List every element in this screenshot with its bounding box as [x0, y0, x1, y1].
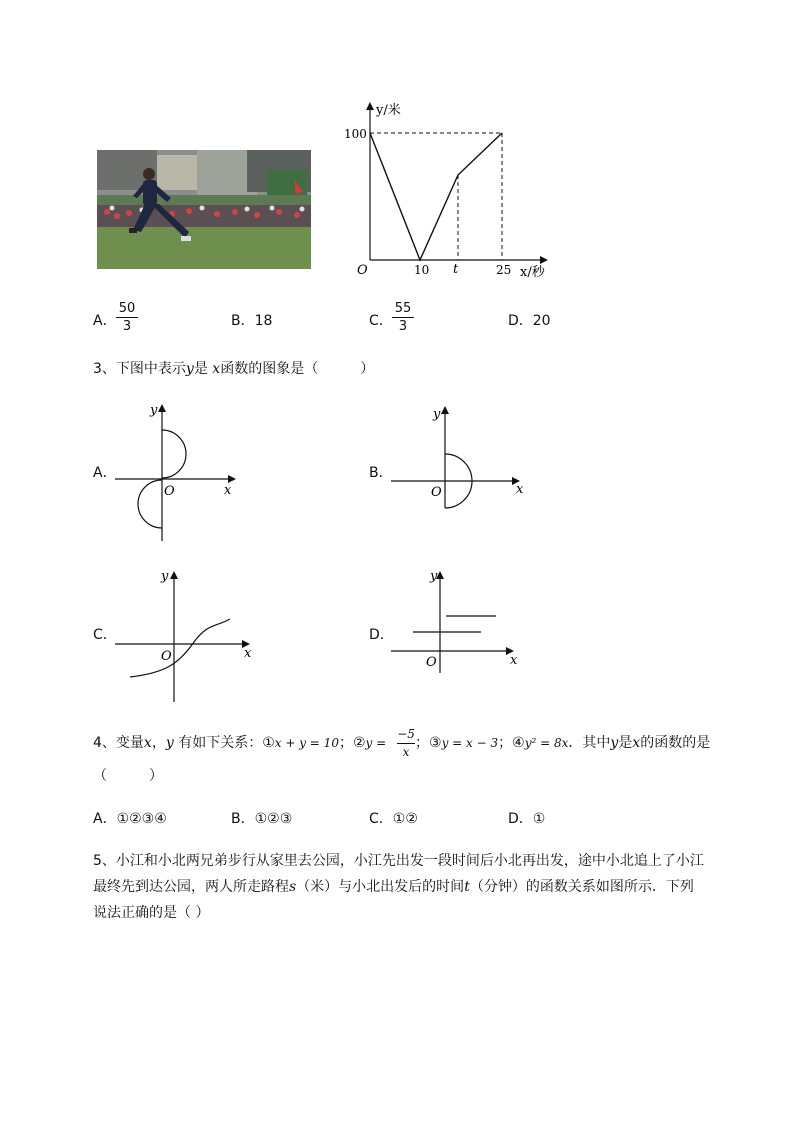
y-axis-arrow	[441, 406, 449, 414]
origin-label: O	[161, 649, 172, 664]
y-label: y	[161, 569, 169, 584]
q3-graph-a	[110, 398, 245, 543]
q4-comma: ，	[151, 735, 166, 751]
fraction-bar	[397, 743, 415, 744]
q4-tail-y: y	[610, 735, 619, 751]
q2-option-a-label: A．	[93, 313, 117, 329]
q5-line-2	[93, 877, 694, 897]
q5-line-3: 说法正确的是（ ）	[93, 905, 210, 921]
runner-photo	[97, 150, 311, 269]
origin-label: O	[431, 485, 442, 500]
q4-tail-x: x	[632, 735, 641, 751]
q3-option-d-label: D．	[369, 627, 394, 643]
x-label: x	[516, 482, 524, 497]
q3-option-c-label: C．	[93, 627, 117, 643]
origin-label: O	[357, 263, 368, 278]
origin-label: O	[164, 484, 175, 499]
q4-tail-2: 是	[618, 735, 633, 751]
x-axis-arrow	[228, 475, 236, 483]
q3-option-b-label: B．	[369, 465, 393, 481]
q4-tail-3: 的函数的是	[640, 735, 711, 751]
x-tick-t: t	[453, 262, 459, 277]
x-tick-25: 25	[496, 263, 512, 277]
q2-option-a-fraction	[116, 301, 138, 334]
upper-semicircle-right	[162, 430, 186, 478]
q3-stem-x: x	[212, 361, 221, 377]
q4-sep-3: ；③	[415, 735, 442, 751]
q4-mid: 有如下关系：①	[173, 735, 275, 751]
y-label: y	[430, 569, 438, 584]
y-axis-arrow	[158, 404, 166, 412]
y-label: y	[150, 403, 158, 418]
s-curve	[130, 619, 230, 677]
y-tick-100: 100	[344, 127, 367, 141]
q5-line-2-a: 最终先到达公园，两人所走路程	[93, 879, 289, 895]
q5-var-t: t	[464, 879, 470, 895]
q2-option-c-numerator: 55	[394, 301, 412, 316]
q4-relation-3: y = x − 3	[441, 736, 499, 750]
graph-polyline	[370, 133, 502, 260]
q4-sep-4: ；④	[498, 735, 525, 751]
q4-prefix: 4、变量	[93, 735, 144, 751]
q5-line-1: 5、小江和小北两兄弟步行从家里去公园，小江先出发一段时间后小北再出发，途中小北追上了小江	[93, 853, 704, 869]
q4-relation-2-numerator: −5	[397, 727, 415, 741]
q4-relation-2-lhs: y =	[365, 736, 387, 750]
q2-option-c-fraction	[392, 301, 414, 334]
q3-graph-b	[388, 400, 528, 512]
q3-stem-y: y	[185, 361, 194, 377]
q4-relation-4: y² = 8x	[524, 736, 569, 750]
x-label: x	[510, 653, 518, 668]
q2-option-c-denominator: 3	[398, 319, 408, 334]
q3-stem-prefix: 3、下图中表示	[93, 361, 186, 377]
x-axis-arrow	[540, 256, 548, 264]
q3-stem	[93, 359, 374, 379]
y-axis-label: y/米	[376, 103, 401, 118]
q4-stem-continued	[415, 733, 710, 753]
fraction-bar	[116, 317, 138, 318]
q4-sep-2: ；②	[338, 735, 366, 751]
q3-option-a-label: A．	[93, 465, 117, 481]
q4-option-c: C．①②	[369, 811, 418, 827]
q2-option-a-denominator: 3	[122, 319, 132, 334]
y-axis-arrow	[366, 102, 374, 110]
x-label: x	[244, 646, 252, 661]
q5-var-s: s	[289, 879, 297, 895]
fraction-bar	[392, 317, 414, 318]
q4-stem	[93, 733, 386, 753]
q4-relation-2-denominator: x	[402, 745, 410, 759]
x-tick-10: 10	[414, 263, 430, 277]
q5-line-2-b: （米）与小北出发后的时间	[296, 879, 465, 895]
origin-label: O	[426, 655, 437, 670]
y-axis-arrow	[170, 571, 178, 579]
q4-answer-paren: （ ）	[93, 768, 163, 784]
q4-option-a: A．①②③④	[93, 811, 167, 827]
q2-distance-time-graph	[340, 98, 560, 284]
q3-stem-mid: 是	[193, 361, 213, 377]
q2-option-c-label: C．	[369, 313, 393, 329]
q4-relation-2-fraction	[397, 727, 415, 760]
q3-graph-d	[388, 565, 528, 675]
q3-stem-suffix: 函数的图象是（ ）	[220, 361, 375, 377]
q2-option-b: B．18	[231, 313, 273, 329]
q3-graph-c	[112, 565, 257, 705]
q4-option-b: B．①②③	[231, 811, 293, 827]
y-label: y	[433, 407, 441, 422]
x-axis-label: x/秒	[520, 265, 545, 280]
q4-relation-1: x + y = 10	[274, 736, 339, 750]
runner-photo-image	[97, 150, 311, 269]
q4-var-x: x	[143, 735, 152, 751]
q4-var-y: y	[165, 735, 174, 751]
q4-option-d: D．①	[508, 811, 546, 827]
q2-option-d: D．20	[508, 313, 551, 329]
q5-line-2-c: （分钟）的函数关系如图所示．下列	[469, 879, 694, 895]
x-label: x	[224, 483, 232, 498]
q4-tail-1: ．其中	[568, 735, 611, 751]
q2-option-a-numerator: 50	[118, 301, 136, 316]
lower-semicircle-left	[138, 480, 162, 528]
